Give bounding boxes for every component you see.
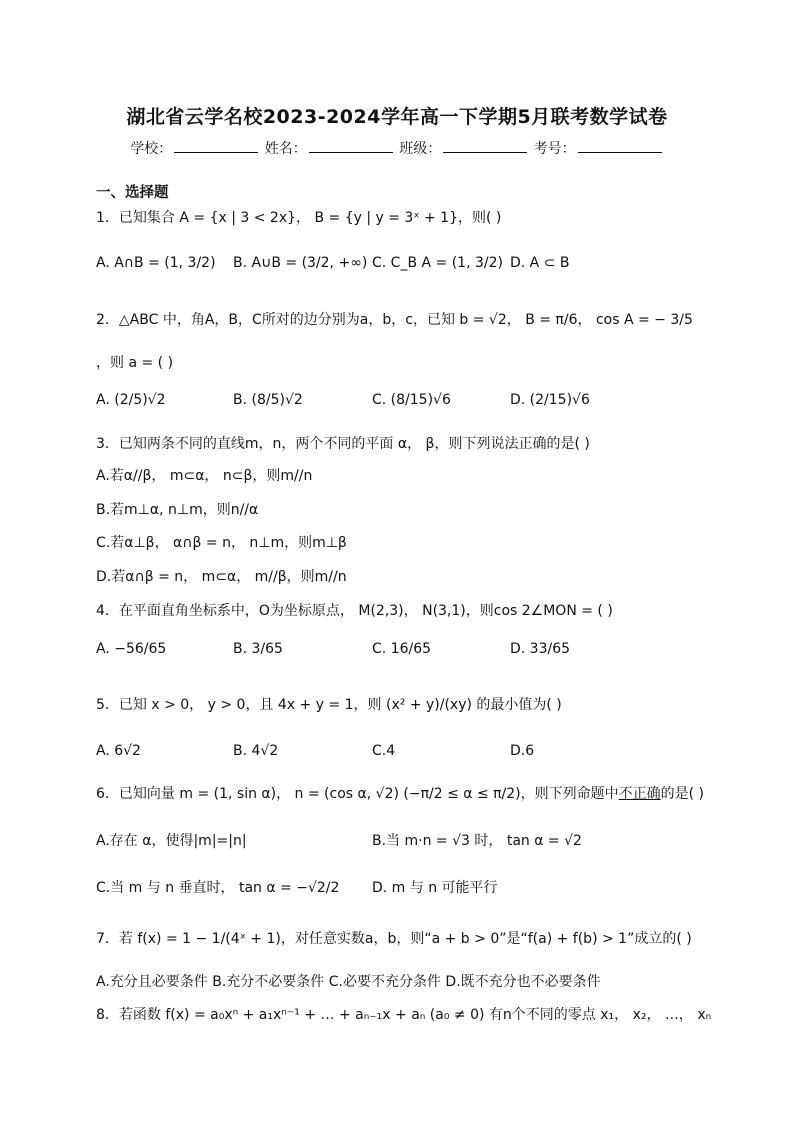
- class-label: 班级：: [399, 141, 442, 157]
- q2-option-d: D. (2/15)√6: [510, 392, 590, 408]
- name-label: 姓名：: [264, 141, 307, 157]
- school-blank: [174, 140, 258, 153]
- q2-stem-continued: ，则 a = ( ): [96, 355, 174, 371]
- q4-option-a: A. −56/65: [96, 641, 167, 657]
- q2-option-b: B. (8/5)√2: [233, 392, 303, 408]
- q5-option-d: D.6: [510, 743, 535, 759]
- q3-option-c: C.若α⊥β， α∩β = n， n⊥m，则m⊥β: [96, 535, 347, 551]
- q7-stem: 7．若 f(x) = 1 − 1/(4ˣ + 1)，对任意实数a，b，则“a + b > 0”是“f(a) + f(b) > 1”成立的( ): [96, 931, 692, 947]
- school-label: 学校：: [130, 141, 173, 157]
- q1-option-c: C. C_B A = (1, 3/2): [372, 255, 503, 271]
- q1-option-d: D. A ⊂ B: [510, 255, 570, 271]
- q3-option-d: D.若α∩β = n， m⊂α， m//β，则m//n: [96, 569, 347, 585]
- q2-stem: 2．△ABC 中，角A，B，C所对的边分别为a，b，c，已知 b = √2， B = π/6， cos A = − 3/5: [96, 312, 693, 328]
- q4-option-d: D. 33/65: [510, 641, 571, 657]
- name-blank: [309, 140, 393, 153]
- number-blank: [578, 140, 662, 153]
- q1-stem: 1．已知集合 A = {x | 3 < 2x}， B = {y | y = 3ˣ + 1}，则( ): [96, 210, 502, 226]
- page-title: 湖北省云学名校2023-2024学年高一下学期5月联考数学试卷: [126, 106, 668, 128]
- q1-option-b: B. A∪B = (3/2, +∞): [233, 255, 368, 271]
- q6-stem-underlined: 不正确: [618, 786, 661, 802]
- q2-option-a: A. (2/5)√2: [96, 392, 166, 408]
- q5-option-a: A. 6√2: [96, 743, 141, 759]
- q4-option-b: B. 3/65: [233, 641, 283, 657]
- q6-stem-end: 的是( ): [660, 786, 705, 802]
- number-label: 考号：: [533, 141, 576, 157]
- q5-option-c: C.4: [372, 743, 396, 759]
- q2-option-c: C. (8/15)√6: [372, 392, 451, 408]
- q6-option-b: B.当 m·n = √3 时， tan α = √2: [372, 833, 582, 849]
- q1-option-a: A. A∩B = (1, 3/2): [96, 255, 216, 271]
- q6-stem: [96, 783, 704, 803]
- q6-option-c: C.当 m 与 n 垂直时， tan α = −√2/2: [96, 880, 340, 896]
- q8-stem: 8．若函数 f(x) = a₀xⁿ + a₁xⁿ⁻¹ + … + aₙ₋₁x + aₙ (a₀ ≠ 0) 有n个不同的零点 x₁， x₂， …， xₙ: [96, 1007, 712, 1023]
- q4-option-c: C. 16/65: [372, 641, 432, 657]
- q3-option-b: B.若m⊥α, n⊥m，则n//α: [96, 502, 259, 518]
- class-blank: [443, 140, 527, 153]
- q4-stem: 4．在平面直角坐标系中，O为坐标原点， M(2,3)， N(3,1)，则cos 2∠MON = ( ): [96, 603, 613, 619]
- student-info-row: [0, 138, 794, 158]
- q3-stem: 3．已知两条不同的直线m，n，两个不同的平面 α， β，则下列说法正确的是( ): [96, 436, 590, 452]
- section-heading: 一、选择题: [96, 185, 169, 201]
- q6-option-d: D. m 与 n 可能平行: [372, 880, 498, 896]
- q5-stem: 5．已知 x > 0， y > 0，且 4x + y = 1，则 (x² + y)/(xy) 的最小值为( ): [96, 697, 562, 713]
- q5-option-b: B. 4√2: [233, 743, 279, 759]
- q6-stem-text: 6．已知向量 m = (1, sin α)， n = (cos α, √2) (−π/2 ≤ α ≤ π/2)，则下列命题中: [96, 786, 619, 802]
- q6-option-a: A.存在 α，使得|m|=|n|: [96, 833, 247, 849]
- q3-option-a: A.若α//β， m⊂α， n⊂β，则m//n: [96, 468, 313, 484]
- q7-options: A.充分且必要条件 B.充分不必要条件 C.必要不充分条件 D.既不充分也不必要条件: [96, 974, 601, 990]
